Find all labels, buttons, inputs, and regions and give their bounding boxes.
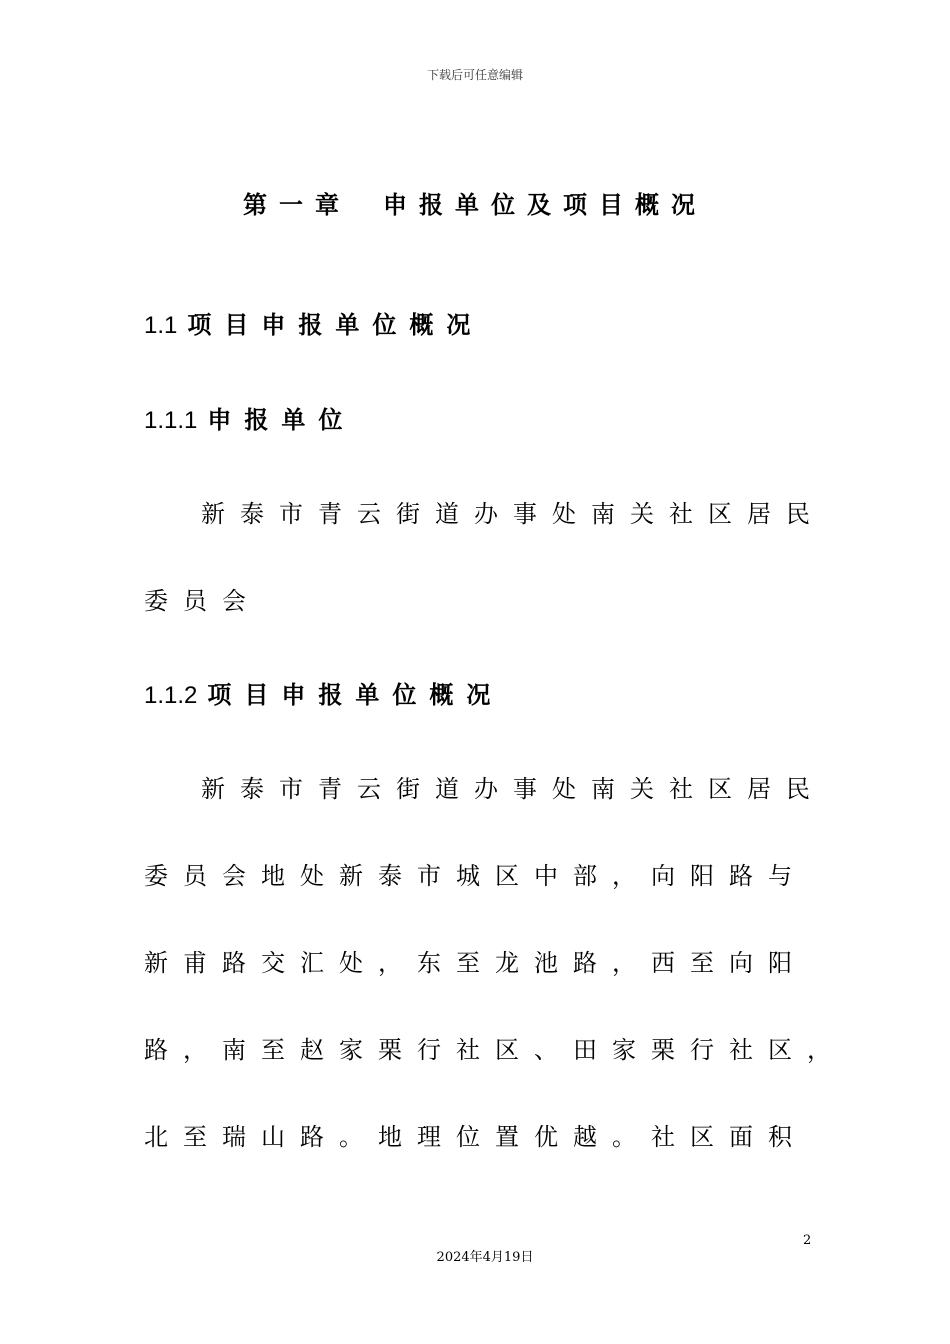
section-number: 1.1 <box>144 312 178 339</box>
section-title: 项目申报单位概况 <box>207 681 504 709</box>
paragraph-line: 北至瑞山路。地理位置优越。社区面积 <box>144 1123 807 1151</box>
chapter-name: 申报单位及项目概况 <box>383 191 707 219</box>
section-title: 申报单位 <box>207 406 356 434</box>
paragraph-line: 新泰市青云街道办事处南关社区居民 <box>201 775 825 803</box>
section-number: 1.1.2 <box>144 682 198 709</box>
section-number: 1.1.1 <box>144 407 198 434</box>
section-heading-1-1-1 <box>144 400 355 435</box>
footer-date: 2024年4月19日 <box>436 1250 534 1265</box>
header-note: 下载后可任意编辑 <box>426 68 523 82</box>
chapter-title <box>0 185 950 220</box>
paragraph-line: 新甫路交汇处，东至龙池路，西至向阳 <box>144 949 807 977</box>
chapter-label: 第一章 <box>243 191 351 219</box>
section-title: 项目申报单位概况 <box>187 311 484 339</box>
paragraph-line: 路，南至赵家栗行社区、田家栗行社区， <box>144 1036 846 1064</box>
section-heading-1-1 <box>144 305 483 340</box>
section-heading-1-1-2 <box>144 675 503 710</box>
paragraph-line: 新泰市青云街道办事处南关社区居民 <box>201 500 825 528</box>
page-number: 2 <box>803 1233 812 1248</box>
paragraph-line: 委员会 <box>144 587 261 615</box>
paragraph-line: 委员会地处新泰市城区中部，向阳路与 <box>144 862 807 890</box>
